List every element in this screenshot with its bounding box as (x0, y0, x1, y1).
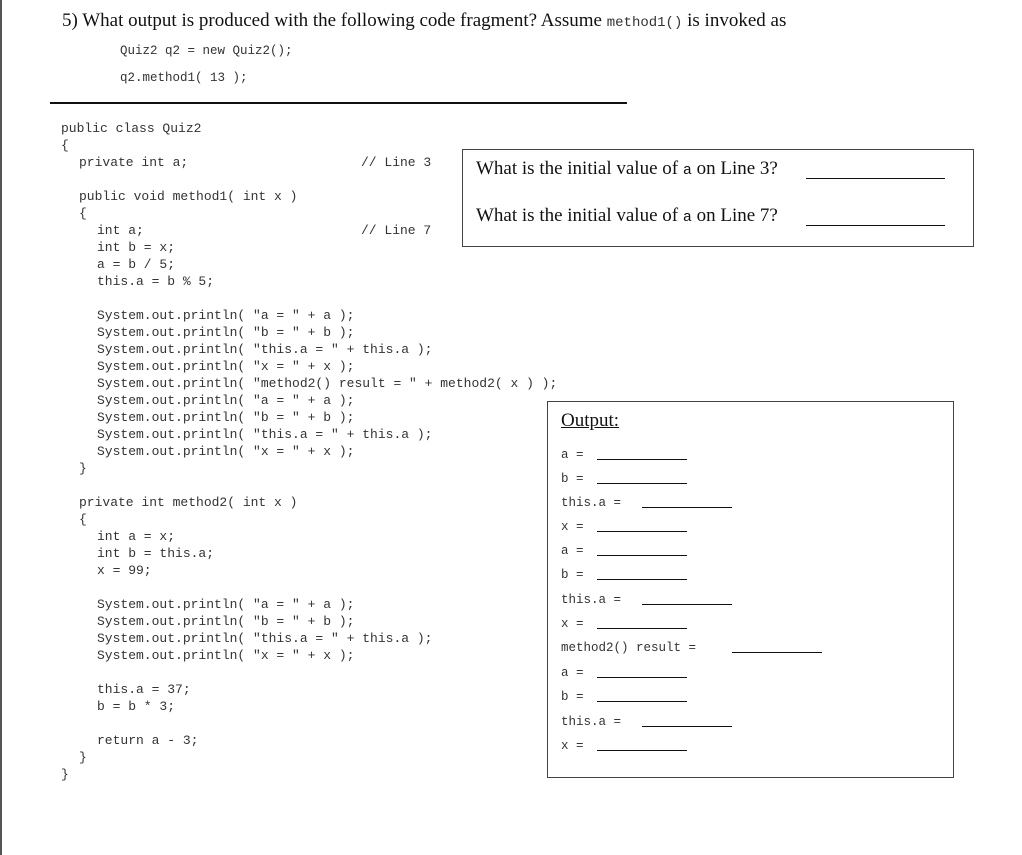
output-label: a = (561, 666, 584, 680)
code-line: int b = x; (97, 240, 176, 255)
code-line: System.out.println( "x = " + x ); (97, 648, 355, 663)
code-line: System.out.println( "method2() result = " + method2( x ) ); (97, 376, 558, 391)
comment-line-3: // Line 3 (361, 155, 432, 170)
output-title: Output: (561, 410, 620, 431)
code-line: { (79, 206, 87, 221)
code-line: return a - 3; (97, 733, 199, 748)
output-label: this.a = (561, 593, 622, 607)
output-label: this.a = (561, 496, 622, 510)
code-line: System.out.println( "a = " + a ); (97, 393, 355, 408)
code-line: System.out.println( "b = " + b ); (97, 614, 355, 629)
output-label: b = (561, 472, 584, 486)
code-line: { (79, 512, 87, 527)
code-line: } (79, 750, 87, 765)
question-text: on Line 3? (696, 158, 778, 179)
output-answer-blank[interactable] (597, 483, 687, 484)
output-answer-blank[interactable] (597, 701, 687, 702)
code-line: private int method2( int x ) (79, 495, 298, 510)
output-label: b = (561, 568, 584, 582)
initial-value-question-line-3 (476, 158, 778, 180)
code-line: this.a = b % 5; (97, 274, 215, 289)
code-line: private int a; (79, 155, 189, 170)
code-line: } (61, 767, 69, 782)
output-answer-blank[interactable] (597, 531, 687, 532)
code-line: int a; (97, 223, 144, 238)
output-answer-blank[interactable] (642, 726, 732, 727)
code-line: { (61, 138, 69, 153)
code-line: int a = x; (97, 529, 176, 544)
code-line: System.out.println( "this.a = " + this.a ); (97, 427, 433, 442)
code-line: int b = this.a; (97, 546, 215, 561)
comment-line-7: // Line 7 (361, 223, 432, 238)
code-line: System.out.println( "b = " + b ); (97, 325, 355, 340)
output-label: x = (561, 617, 584, 631)
question-text: What is the initial value of (476, 158, 679, 179)
output-answer-blank[interactable] (597, 555, 687, 556)
code-line: b = b * 3; (97, 699, 176, 714)
output-box (547, 401, 954, 778)
question-number: 5) (62, 10, 78, 31)
code-line: System.out.println( "a = " + a ); (97, 597, 355, 612)
output-label: a = (561, 544, 584, 558)
divider-rule (50, 102, 627, 104)
code-line: public void method1( int x ) (79, 189, 298, 204)
answer-blank-line-7[interactable] (806, 225, 945, 226)
initial-value-box (462, 149, 974, 247)
output-label: a = (561, 448, 584, 462)
output-label: this.a = (561, 715, 622, 729)
question-text: What output is produced with the following code fragment? Assume (82, 10, 602, 31)
code-line: System.out.println( "a = " + a ); (97, 308, 355, 323)
code-line: a = b / 5; (97, 257, 176, 272)
question-text-end: is invoked as (687, 10, 787, 31)
output-label: b = (561, 690, 584, 704)
initial-value-question-line-7 (476, 205, 778, 227)
method-reference: method1() (606, 15, 683, 31)
answer-blank-line-3[interactable] (806, 178, 945, 179)
question-text: on Line 7? (696, 205, 778, 226)
output-answer-blank[interactable] (642, 604, 732, 605)
variable-name: a (682, 162, 692, 179)
code-line: System.out.println( "x = " + x ); (97, 359, 355, 374)
code-line: } (79, 461, 87, 476)
invocation-line-1: Quiz2 q2 = new Quiz2(); (120, 44, 293, 58)
output-answer-blank[interactable] (597, 579, 687, 580)
question-text: What is the initial value of (476, 205, 679, 226)
code-line: this.a = 37; (97, 682, 191, 697)
invocation-line-2: q2.method1( 13 ); (120, 71, 248, 85)
code-line: System.out.println( "this.a = " + this.a ); (97, 631, 433, 646)
output-label: method2() result = (561, 641, 697, 655)
output-answer-blank[interactable] (597, 677, 687, 678)
code-line: x = 99; (97, 563, 152, 578)
code-line: System.out.println( "this.a = " + this.a ); (97, 342, 433, 357)
page-left-border (0, 0, 2, 855)
output-label: x = (561, 520, 584, 534)
variable-name: a (682, 209, 692, 226)
code-line: System.out.println( "b = " + b ); (97, 410, 355, 425)
code-line: public class Quiz2 (61, 121, 202, 136)
output-answer-blank[interactable] (597, 750, 687, 751)
question-prompt (62, 10, 786, 32)
output-answer-blank[interactable] (597, 459, 687, 460)
output-answer-blank[interactable] (732, 652, 822, 653)
output-answer-blank[interactable] (642, 507, 732, 508)
output-label: x = (561, 739, 584, 753)
code-line: System.out.println( "x = " + x ); (97, 444, 355, 459)
output-answer-blank[interactable] (597, 628, 687, 629)
